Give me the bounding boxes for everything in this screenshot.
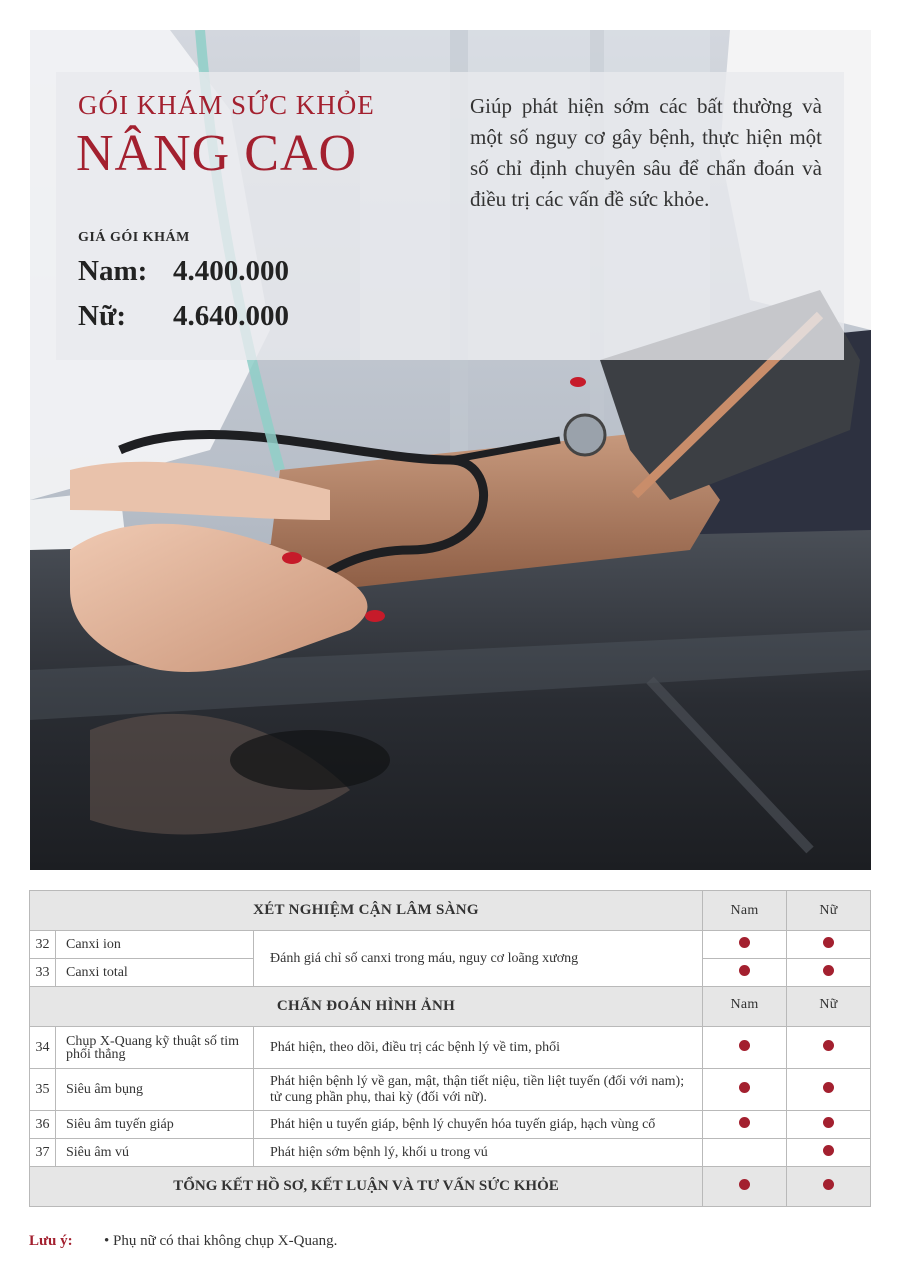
service-description: Phát hiện sớm bệnh lý, khối u trong vú: [254, 1139, 703, 1167]
package-description: Giúp phát hiện sớm các bất thường và một số nguy cơ gây bệnh, thực hiện một số chỉ định chuyên sâu để chẩn đoán và điều trị các vấn đề sức khỏe.: [470, 94, 822, 211]
female-included-cell: [787, 959, 871, 987]
male-included-cell: [703, 1167, 787, 1207]
service-description: Phát hiện, theo dõi, điều trị các bệnh lý về tim, phổi: [254, 1027, 703, 1069]
included-dot-icon: [739, 937, 750, 948]
package-title-line1: GÓI KHÁM SỨC KHỎE: [78, 90, 375, 120]
service-name: Canxi ion: [56, 931, 254, 959]
included-dot-icon: [739, 1117, 750, 1128]
col-male-header: Nam: [703, 891, 787, 931]
price-female: [78, 300, 289, 333]
service-description: Đánh giá chỉ số canxi trong máu, nguy cơ loãng xương: [254, 931, 703, 987]
included-dot-icon: [823, 937, 834, 948]
note-item: • Phụ nữ có thai không chụp X-Quang.: [104, 1233, 338, 1249]
included-dot-icon: [823, 1040, 834, 1051]
services-table: [29, 890, 871, 1207]
table-row: [30, 1139, 871, 1167]
section-header: [30, 891, 871, 931]
note-label: Lưu ý:: [29, 1233, 73, 1249]
included-dot-icon: [739, 965, 750, 976]
female-included-cell: [787, 931, 871, 959]
summary-row: [30, 1167, 871, 1207]
note: [29, 1233, 337, 1250]
section-title-imaging: CHẨN ĐOÁN HÌNH ẢNH: [30, 987, 703, 1027]
row-number: 33: [30, 959, 56, 987]
service-name: Chụp X-Quang kỹ thuật số tim phổi thẳng: [56, 1027, 254, 1069]
included-dot-icon: [823, 1145, 834, 1156]
section-header: [30, 987, 871, 1027]
female-included-cell: [787, 1069, 871, 1111]
price-male-label: Nam:: [78, 255, 148, 287]
service-name: Siêu âm bụng: [56, 1069, 254, 1111]
row-number: 36: [30, 1111, 56, 1139]
price-female-value: 4.640.000: [173, 300, 289, 332]
col-female-header: Nữ: [787, 987, 871, 1027]
row-number: 35: [30, 1069, 56, 1111]
package-title-line2: NÂNG CAO: [76, 125, 357, 182]
col-female-header: Nữ: [787, 891, 871, 931]
table-row: [30, 1069, 871, 1111]
row-number: 32: [30, 931, 56, 959]
female-included-cell: [787, 1027, 871, 1069]
male-included-cell: [703, 959, 787, 987]
included-dot-icon: [739, 1040, 750, 1051]
service-name: Canxi total: [56, 959, 254, 987]
col-male-header: Nam: [703, 987, 787, 1027]
row-number: 34: [30, 1027, 56, 1069]
table-row: [30, 931, 871, 959]
price-label: GIÁ GÓI KHÁM: [78, 230, 190, 245]
included-dot-icon: [823, 965, 834, 976]
service-name: Siêu âm vú: [56, 1139, 254, 1167]
row-number: 37: [30, 1139, 56, 1167]
female-included-cell: [787, 1167, 871, 1207]
included-dot-icon: [739, 1179, 750, 1190]
included-dot-icon: [823, 1082, 834, 1093]
included-dot-icon: [823, 1117, 834, 1128]
included-dot-icon: [739, 1082, 750, 1093]
male-included-cell: [703, 1111, 787, 1139]
table-row: [30, 1027, 871, 1069]
price-female-label: Nữ:: [78, 300, 127, 332]
female-included-cell: [787, 1139, 871, 1167]
included-dot-icon: [823, 1179, 834, 1190]
service-name: Siêu âm tuyến giáp: [56, 1111, 254, 1139]
summary-title: TỔNG KẾT HỒ SƠ, KẾT LUẬN VÀ TƯ VẤN SỨC KHỎE: [30, 1167, 703, 1207]
service-description: Phát hiện bệnh lý về gan, mật, thận tiết niệu, tiền liệt tuyến (đối với nam); tử cung phần phụ, thai kỳ (đối với nữ).: [254, 1069, 703, 1111]
female-included-cell: [787, 1111, 871, 1139]
section-title-lab-tests: XÉT NGHIỆM CẬN LÂM SÀNG: [30, 891, 703, 931]
male-included-cell: [703, 1069, 787, 1111]
table-row: [30, 1111, 871, 1139]
male-included-cell: [703, 1139, 787, 1167]
price-male-value: 4.400.000: [173, 255, 289, 287]
male-included-cell: [703, 1027, 787, 1069]
male-included-cell: [703, 931, 787, 959]
service-description: Phát hiện u tuyến giáp, bệnh lý chuyển hóa tuyến giáp, hạch vùng cổ: [254, 1111, 703, 1139]
price-male: [78, 255, 289, 288]
